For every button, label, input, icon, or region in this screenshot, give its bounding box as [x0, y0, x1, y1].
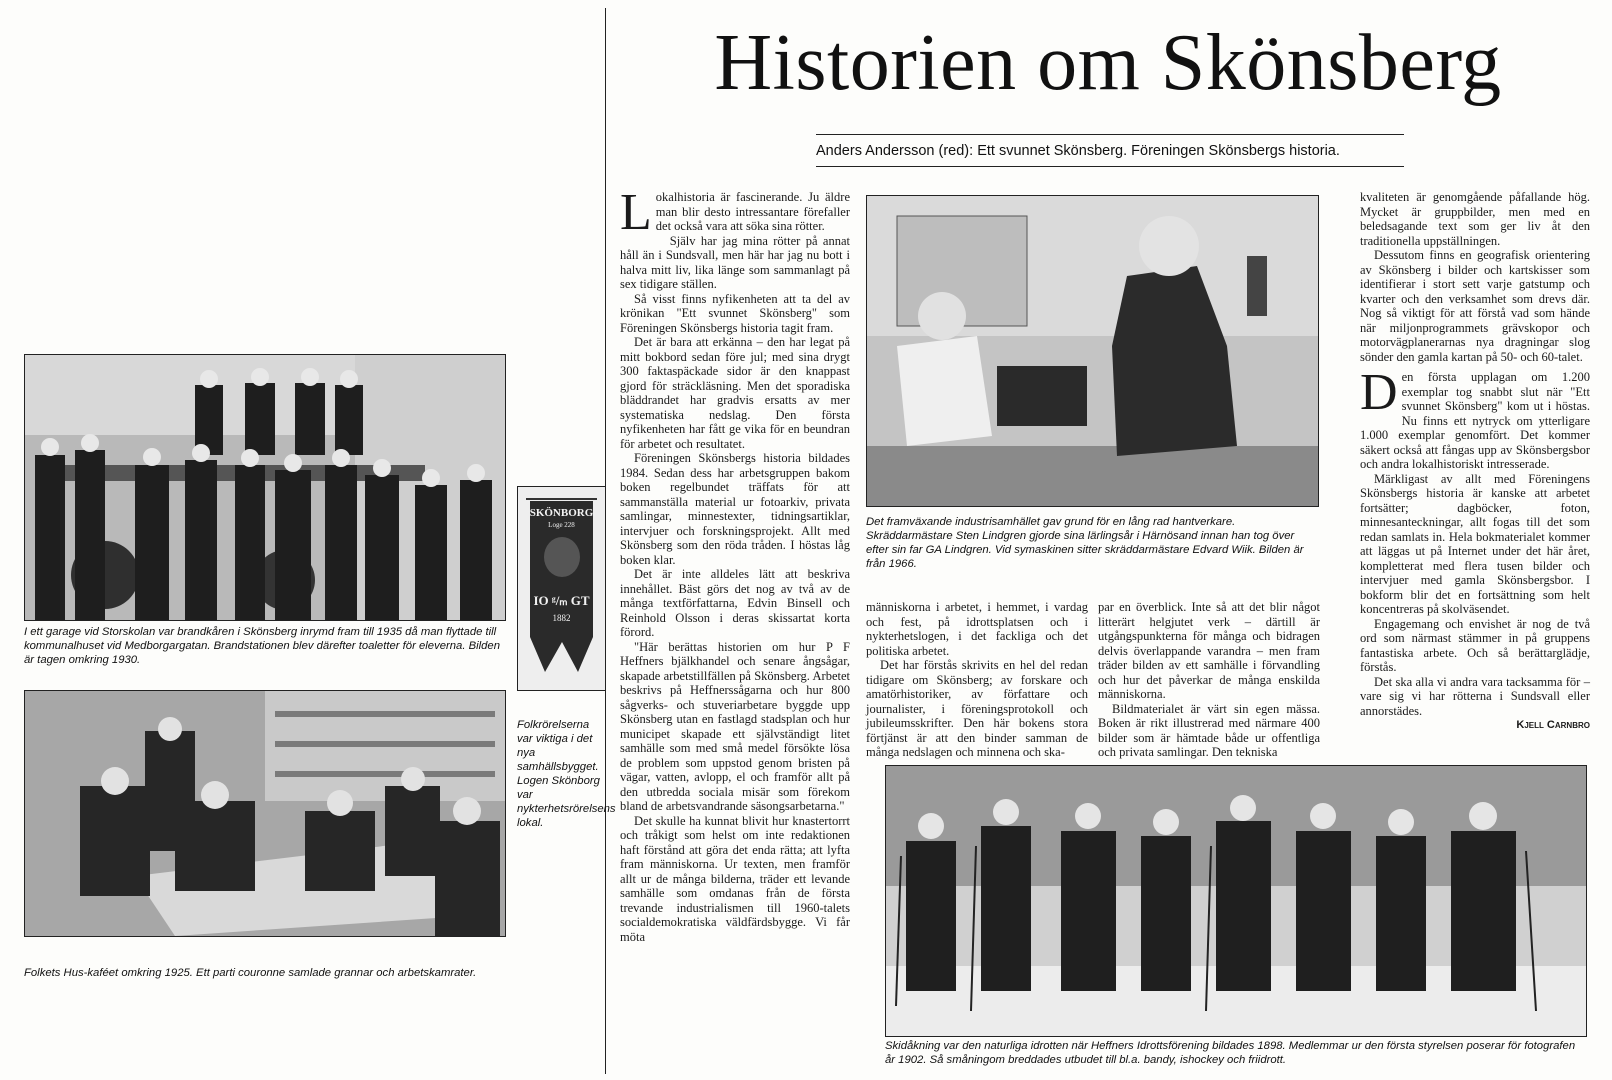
dropcap-l: L: [620, 184, 652, 241]
col3-p2: Bildmaterialet är värt sin egen mässa. Boken är rikt illustrerad med närmare 400 bilder som är hämtade både ur offentliga och privata samlingar. Den tekniska: [1098, 701, 1320, 759]
cafe-photo: [24, 690, 506, 937]
banner-year: 1882: [552, 613, 571, 623]
col4-p2: Dessutom finns en geografisk orientering av Skönsberg i bilder och kartskisser som identifierar i stort sett varje gatstump och kvarter och den verksamhet som drevs där. Nog så viktigt för att förstå vad som hände när miljonprogrammets grävskopor och motorvägplanerarnas nya dragningar slog sönder den gamla kartan på 50- och 60-talet.: [1360, 248, 1590, 364]
article-column-3: [1098, 600, 1320, 760]
col1-p6: Det är inte alldeles lätt att beskriva innehållet. Bäst görs det nog av två av de många textförfattarna, Edvin Binsell och Reinhold Olsson i deras skissartat korta förord.: [620, 567, 850, 639]
subtitle-rule-top: [816, 134, 1404, 135]
byline-signature: Kjell Carnbro: [1516, 719, 1590, 731]
col4-p6: Det ska alla vi andra vara tacksamma för – vare sig vi har rötterna i Sundsvall eller annorstädes.: [1360, 674, 1590, 718]
subtitle-rule-bottom: [816, 166, 1404, 167]
col1-p3: Så visst finns nyfikenheten att ta del av krönikan "Ett svunnet Skönsberg" som Föreningen Skönsbergs historia tagit fram.: [620, 291, 850, 335]
col4-p5: Engagemang och envishet är nog de två ord som närmast stämmer in på gruppens fantastiska arbete. Och så berättarglädje, förstås.: [1360, 616, 1590, 674]
page-title: Historien om Skönsberg: [714, 19, 1502, 107]
col1-p4: Det är bara att erkänna – den har legat på mitt bokbord sedan före jul; med sina drygt 300 faktaspäckade sidor är den knappast gjord för sträckläsning. Men det sporadiska bläddrandet har gradvis ersatts av mer systematiska nedslag. Den första nyfikenheten har fått ge vika för en beundran för arbetet och resultatet.: [620, 335, 850, 451]
col1-p2: Själv har jag mina rötter på annat håll än i Sundsvall, men här har jag nu bott i halva mitt liv, lika länge som sammanlagt på sex tidigare ställen.: [620, 233, 850, 291]
skiers-photo: [885, 765, 1587, 1037]
col1-p1: okalhistoria är fascinerande. Ju äldre man blir desto intressantare förefaller det också vara att söka sina rötter.: [655, 190, 850, 233]
skiers-caption: Skidåkning var den naturliga idrotten när Heffners Idrottsförening bildades 1898. Medlemmar ur den första styrelsen poserar för fotografen år 1902. Så småningom breddades utbudet till bl.a. bandy, ishockey och friidrott.: [885, 1040, 1576, 1066]
firemen-caption: I ett garage vid Storskolan var brandkåren i Skönsberg inrymd fram till 1935 då man flyttade till kommunalhuset vid Medborgargatan. Brandstationen blev därefter toaletter för eleverna. Bilden är tagen omkring 1930.: [24, 626, 501, 666]
col4-p3: en första upplagan om 1.200 exemplar tog snabbt slut när "Ett svunnet Skönsberg" kom ut i höstas. Nu finns ett nytryck om ytterligare 1.000 exemplar genomfört. Det kommer säkert också att fångas upp av Skönsbergsbor och andra lokalhistoriskt intresserade.: [1360, 370, 1590, 471]
banner-order: IO ᵍ/ₘ GT: [533, 593, 590, 608]
col4-p1: kvaliteten är genomgående påfallande hög. Mycket är gruppbilder, men med en beledsagande text som ger liv åt den traditionella uppställningen.: [1360, 190, 1590, 248]
tailors-photo: [866, 195, 1319, 507]
dropcap-d: D: [1360, 364, 1398, 421]
firemen-photo: [24, 354, 506, 621]
banner-photo: [517, 486, 606, 691]
col1-p5: Föreningen Skönsbergs historia bildades 1984. Sedan dess har arbetsgruppen bakom boken regelbundet träffats för att sammanställa material ur fotoarkiv, privata samlingar, minnestexter, tidningsartiklar, intervjuer och forskningsprojekt. Allt med Skönsberg som den röda tråden. I höstas låg boken klar.: [620, 451, 850, 567]
article-column-4: [1360, 190, 1590, 733]
banner-name: SKÖNBORG: [529, 507, 594, 519]
col2-p2: Det har förstås skrivits en hel del redan tidigare om Skönsberg; av forskare och amatörhistoriker, av författare och journalister, i föreningsprotokoll och jubileumsskrifter. Den här bokens stora förtjänst är att den binder samman de många nedslagen och minnena och ska-: [866, 658, 1088, 759]
article-column-2: [866, 600, 1088, 760]
col2-p1: människorna i arbetet, i hemmet, i vardag och fest, på idrottsplatsen och i nykterhetslogen, i det fackliga och det politiska arbetet.: [866, 600, 1088, 658]
tailors-caption: Det framväxande industrisamhället gav grund för en lång rad hantverkare. Skräddarmästare Sten Lindgren gjorde sina lärlingsår i Härnösand innan han tog över efter sin far GA Lindgren. Vid symaskinen sitter skräddarmästare Edvard Wiik. Bilden är från 1966.: [866, 516, 1304, 570]
banner-loge: Loge 228: [548, 521, 575, 529]
col3-p1: par en överblick. Inte så att det blir något litterärt helgjutet verk – därtill är utgångspunkterna för många och bidragen delvis överlappande varandra – men fram träder bilden av ett samhälle i förvandling och hur det påverkar de många enskilda människorna.: [1098, 600, 1320, 701]
cafe-caption: Folkets Hus-kaféet omkring 1925. Ett parti couronne samlade grannar och arbetskamrater.: [24, 967, 477, 979]
col1-p8: Det skulle ha kunnat blivit hur knastertorrt och tråkigt som helst om inte redaktionen haft förstånd att göra det enda rätta; att lyfta fram människorna. Ur texten, men framför allt ur de många bilderna, träder ett levande samhälle som omdanas från de första trevande industrialismen till 1960-talets socialdemokratiska väldfärdsbygge. Vi får möta: [620, 813, 850, 944]
col4-p4: Märkligast av allt med Föreningens Skönsbergs historia är kanske att arbetet fortsätter; dagböcker, foton, minnesanteckningar, allt fogas till det som redan samlats in. Hela bokmaterialet kommer att läggas ut på Internet under det här året, kompletterat med flera tusen bilder och intervjuer med gamla Skönsbergsbor. I bokform blir det en fortsättning som helt koncentreras på skolväsendet.: [1360, 471, 1590, 616]
subtitle: Anders Andersson (red): Ett svunnet Skönsberg. Föreningen Skönsbergs historia.: [816, 143, 1340, 159]
col1-p7: "Här berättas historien om hur P F Heffners bjälkhandel och senare ångsågar, skapade arbetstillfällen på Skönsberg. Arbetet beskrivs på Heffnerssågarna och hur 800 sågverks- och stuveriarbetare byggde upp Skönsberg utan en fastlagd stadsplan och hur municipet skapade ett självständigt litet samhälle som med små medel försökte lösa de problem som uppstod genom bristen på vägar, vatten, avlopp, el och framför allt på den utbredda sociala misär som förekom bland de arbetsvandrande säsongsarbetarna.": [620, 639, 850, 813]
banner-caption: Folkrörelserna var viktiga i det nya samhällsbygget. Logen Skönborg var nykterhetsrörelsens lokal.: [517, 719, 616, 829]
article-column-1: [620, 184, 850, 944]
